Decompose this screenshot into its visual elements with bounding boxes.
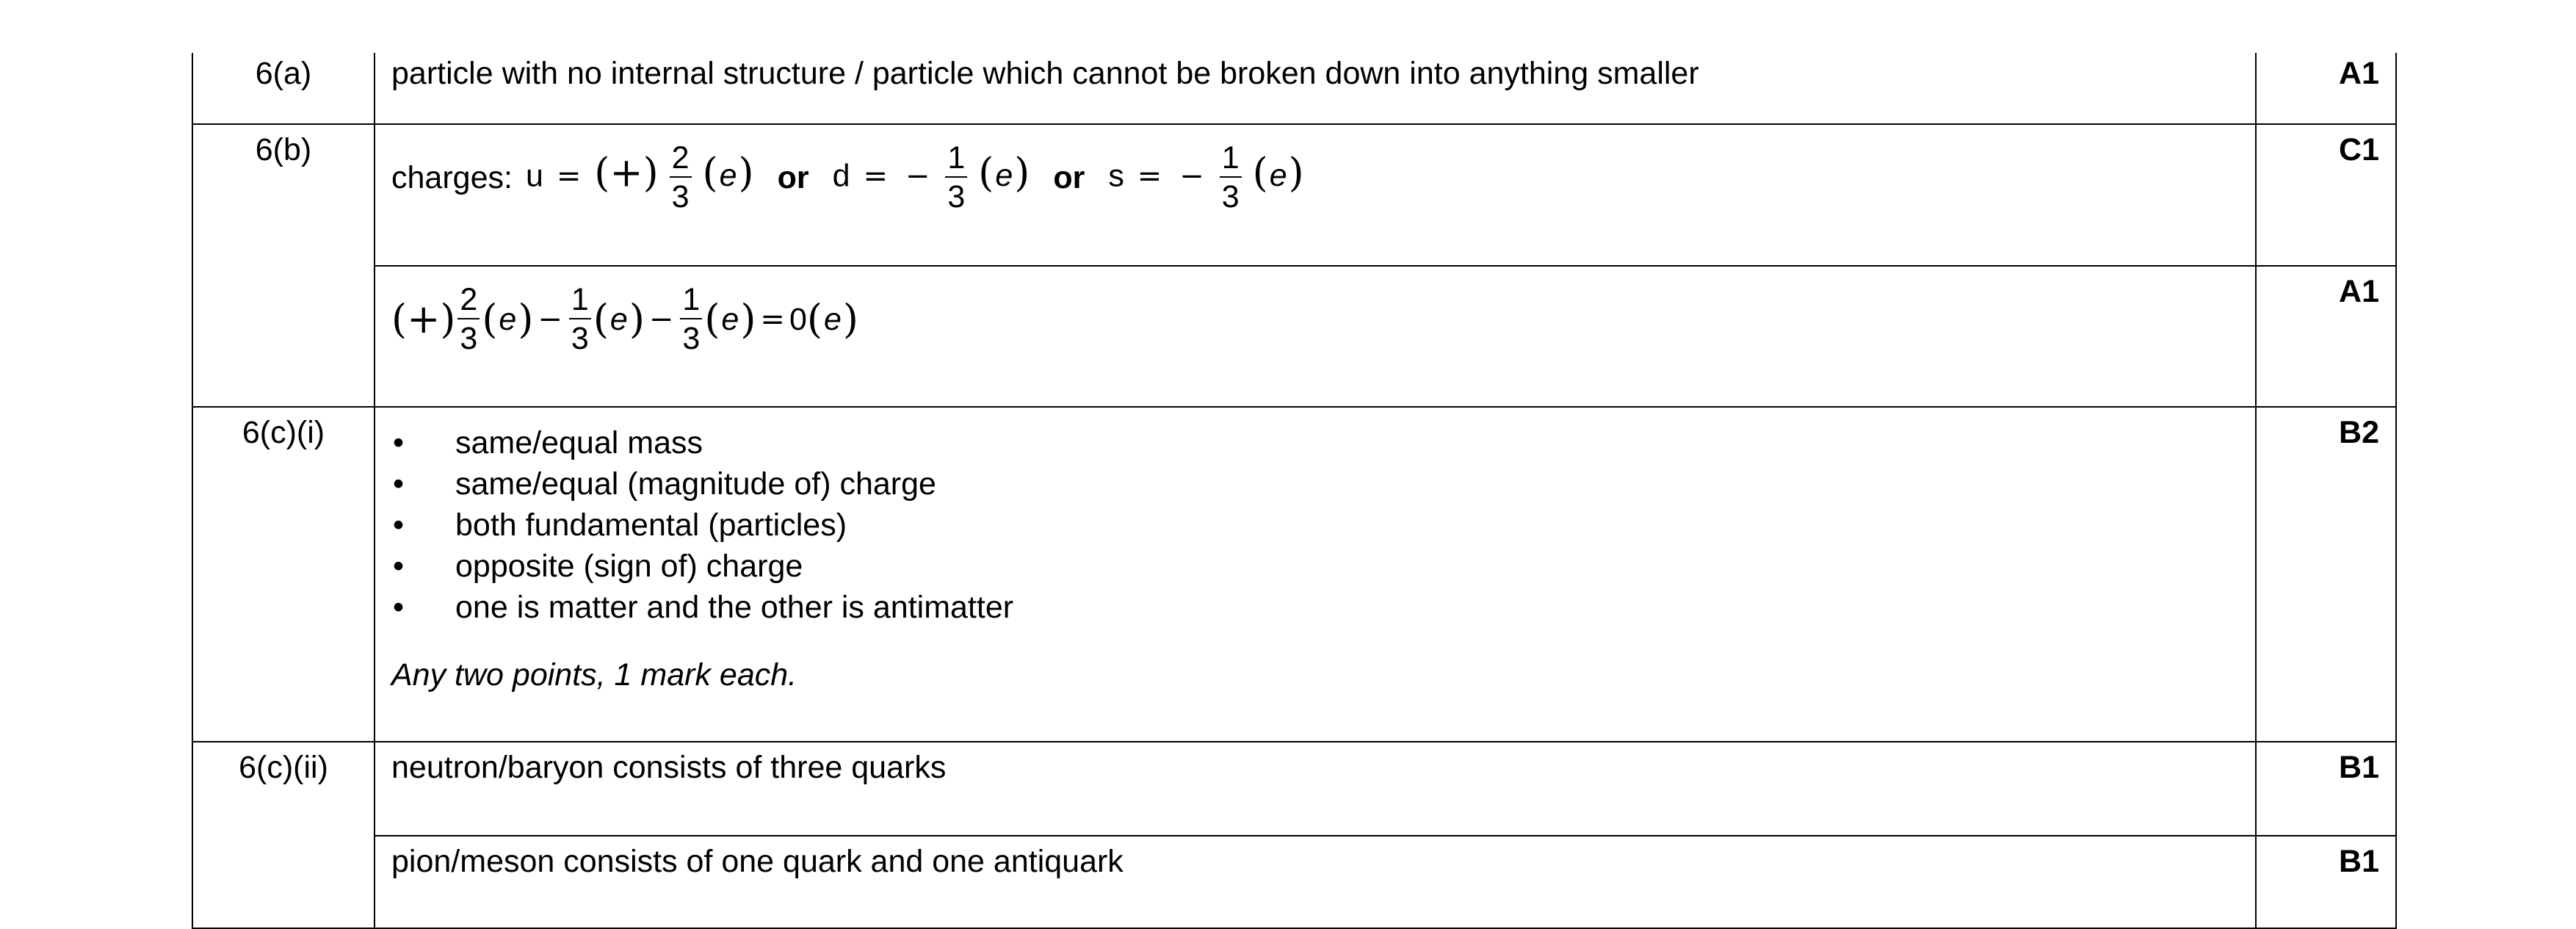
fraction-denominator: 3: [682, 321, 701, 356]
minus-sign: −: [648, 303, 674, 336]
fraction: [945, 142, 967, 213]
paren-close: ): [518, 296, 534, 342]
bullet-icon: •: [393, 425, 405, 460]
marking-note: Any two points, 1 mark each.: [391, 657, 797, 693]
paren-close: ): [1014, 149, 1030, 196]
fraction-denominator: 3: [1221, 179, 1240, 214]
paren-open: (: [978, 149, 994, 196]
charges-label: charges:: [391, 159, 513, 195]
charges-expression: [391, 134, 2239, 222]
unit-e: e: [609, 301, 628, 337]
paren-close: ): [1288, 149, 1304, 196]
fraction-numerator: 2: [670, 142, 692, 178]
bullet-icon: •: [393, 590, 405, 625]
fraction-numerator: 1: [569, 284, 591, 319]
mark-code: C1: [2256, 124, 2396, 266]
list-item: [391, 546, 2239, 587]
list-item: [391, 587, 2239, 628]
bullet-icon: •: [393, 466, 405, 502]
paren-open: (: [704, 296, 720, 342]
quark-charge-d: [833, 142, 1030, 213]
list-item: [391, 463, 2239, 505]
question-number: 6(c)(i): [192, 407, 375, 742]
row-6ci: [192, 407, 2396, 742]
fraction-numerator: 1: [945, 142, 967, 178]
answer-cell: [375, 266, 2256, 407]
paren-open: (: [702, 149, 718, 196]
sign-plus: (+): [594, 149, 659, 196]
paren-open: (: [482, 296, 498, 342]
unit-e: e: [1269, 158, 1287, 194]
paren-open: (: [806, 296, 822, 342]
paren-open: (: [1252, 149, 1268, 196]
fraction: [569, 284, 591, 355]
fraction: [457, 284, 480, 355]
minus-sign: −: [1179, 159, 1204, 194]
point-text: both fundamental (particles): [455, 507, 847, 543]
paren-open: (: [593, 296, 609, 342]
fraction-numerator: 2: [457, 284, 480, 319]
quark-symbol: s: [1108, 158, 1124, 194]
row-6a: [192, 53, 2396, 124]
charge-sum-expression: [391, 275, 2239, 364]
or-keyword: or: [777, 159, 809, 195]
fraction-denominator: 3: [571, 321, 589, 356]
paren-close: ): [629, 296, 645, 342]
fraction-denominator: 3: [460, 321, 478, 356]
unit-e: e: [995, 158, 1013, 194]
fraction-denominator: 3: [671, 179, 690, 214]
point-text: same/equal mass: [455, 425, 703, 460]
or-keyword: or: [1053, 159, 1085, 195]
equals-sign: =: [1137, 159, 1162, 194]
question-number: 6(b): [192, 124, 375, 407]
mark-code: B1: [2256, 836, 2396, 928]
answer-cell: [375, 124, 2256, 266]
fraction-numerator: 1: [1220, 142, 1242, 178]
mark-scheme-table: [192, 53, 2397, 929]
list-item: [391, 422, 2239, 463]
equals-sign: =: [863, 159, 888, 194]
unit-e: e: [499, 301, 517, 337]
mark-code: A1: [2256, 53, 2396, 124]
answer-cell: [375, 407, 2256, 742]
fraction: [680, 284, 702, 355]
question-number: 6(c)(ii): [192, 742, 375, 928]
row-6cii-pion: [192, 836, 2396, 928]
quark-symbol: u: [525, 158, 543, 194]
answer-text: pion/meson consists of one quark and one antiquark: [375, 836, 2256, 928]
paren-close: ): [842, 296, 858, 342]
mark-code: B1: [2256, 742, 2396, 836]
equals-sign: =: [556, 159, 582, 194]
fraction-numerator: 1: [680, 284, 702, 319]
paren-close: ): [738, 149, 754, 196]
answer-text: neutron/baryon consists of three quarks: [375, 742, 2256, 836]
mark-code: A1: [2256, 266, 2396, 407]
bullet-icon: •: [393, 507, 405, 543]
sign-plus: (+): [391, 296, 456, 342]
fraction-denominator: 3: [947, 179, 966, 214]
quark-symbol: d: [832, 158, 850, 194]
minus-sign: −: [905, 159, 930, 194]
unit-e: e: [823, 301, 842, 337]
bullet-icon: •: [393, 549, 405, 584]
paren-close: ): [740, 296, 756, 342]
sum-result: 0: [789, 301, 807, 337]
fraction: [1220, 142, 1242, 213]
minus-sign: −: [538, 303, 562, 336]
quark-charge-u: [526, 142, 754, 213]
point-text: opposite (sign of) charge: [455, 549, 803, 584]
row-6b-sum: [192, 266, 2396, 407]
point-text: same/equal (magnitude of) charge: [455, 466, 936, 502]
answer-points-list: [391, 422, 2239, 628]
point-text: one is matter and the other is antimatter: [455, 590, 1014, 625]
answer-text: particle with no internal structure / particle which cannot be broken down into anything smaller: [375, 53, 2256, 124]
row-6b-charges: [192, 124, 2396, 266]
fraction: [670, 142, 692, 213]
equals-sign: =: [760, 303, 785, 336]
question-number: 6(a): [192, 53, 375, 124]
row-6cii-neutron: [192, 742, 2396, 836]
unit-e: e: [719, 158, 737, 194]
mark-code: B2: [2256, 407, 2396, 742]
list-item: [391, 505, 2239, 546]
quark-charge-s: [1108, 142, 1303, 213]
unit-e: e: [721, 301, 739, 337]
